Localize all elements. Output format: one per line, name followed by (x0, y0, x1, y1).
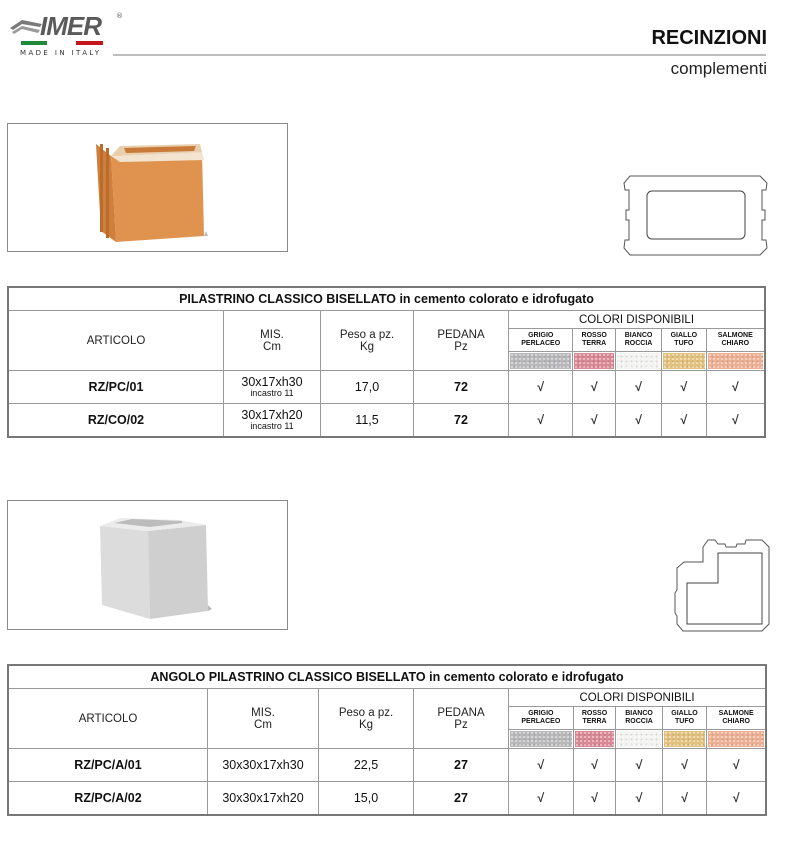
check-icon: √ (509, 749, 574, 782)
check-icon: √ (509, 371, 573, 404)
color-name-grigio: GRIGIO PERLACEO (509, 329, 573, 352)
color-swatch-fill (617, 353, 660, 369)
header-divider (113, 54, 766, 56)
swatch-rosso (573, 352, 615, 371)
table-title: PILASTRINO CLASSICO BISELLATO in cemento colorato e idrofugato (8, 287, 765, 311)
col-header-colori: COLORI DISPONIBILI (509, 311, 766, 329)
table-title: ANGOLO PILASTRINO CLASSICO BISELLATO in cemento colorato e idrofugato (8, 665, 766, 689)
table-row (8, 782, 766, 815)
check-icon: √ (662, 404, 706, 437)
mis-unit: Cm (254, 718, 272, 731)
col-header-peso (321, 311, 414, 371)
color-swatch-fill (510, 353, 571, 369)
color-swatch-fill (664, 731, 706, 747)
table-row (8, 404, 765, 437)
swatch-grigio (509, 352, 573, 371)
color-name-giallo: GIALLO TUFO (662, 329, 706, 352)
brand-wordmark: IMER (40, 11, 101, 41)
swatch-giallo (662, 730, 707, 749)
spec-table-angolo (7, 664, 767, 816)
registered-mark: ® (116, 12, 123, 20)
pedana-unit: Pz (454, 718, 468, 731)
color-swatch-fill (708, 731, 764, 747)
color-swatch-fill (510, 731, 572, 747)
color-name-bianco: BIANCO ROCCIA (615, 329, 661, 352)
color-swatch-fill (708, 353, 764, 369)
peso-cell: 11,5 (321, 404, 414, 437)
corner-pillar-section-drawing (673, 538, 771, 634)
col-header-mis (208, 689, 319, 749)
col-header-articolo: ARTICOLO (8, 689, 208, 749)
mis-unit: Cm (263, 340, 281, 353)
color-name-bianco: BIANCO ROCCIA (616, 707, 662, 730)
page-title: RECINZIONI (651, 27, 767, 49)
check-icon: √ (662, 782, 707, 815)
check-icon: √ (616, 782, 662, 815)
swatch-grigio (509, 730, 574, 749)
pedana-cell: 72 (414, 371, 509, 404)
pedana-label: PEDANA (437, 328, 485, 341)
pedana-cell: 72 (414, 404, 509, 437)
mis-cell: 30x17xh30 incastro 11 (224, 371, 321, 404)
color-swatch-fill (574, 353, 613, 369)
pedana-label: PEDANA (437, 706, 485, 719)
pedana-cell: 27 (414, 782, 509, 815)
color-name-salmone: SALMONE CHIARO (707, 707, 766, 730)
check-icon: √ (615, 404, 661, 437)
color-name-salmone: SALMONE CHIARO (706, 329, 765, 352)
col-header-pedana (414, 311, 509, 371)
col-header-colori: COLORI DISPONIBILI (509, 689, 767, 707)
check-icon: √ (706, 404, 765, 437)
peso-label: Peso a pz. (339, 328, 395, 341)
roof-icon (10, 18, 42, 34)
brand-tagline: MADE IN ITALY (20, 49, 102, 57)
col-header-pedana (414, 689, 509, 749)
check-icon: √ (573, 371, 615, 404)
swatch-rosso (573, 730, 616, 749)
check-icon: √ (573, 749, 616, 782)
check-icon: √ (573, 404, 615, 437)
color-swatch-fill (663, 353, 704, 369)
check-icon: √ (662, 371, 706, 404)
peso-unit: Kg (358, 718, 374, 731)
flag-bar-red (76, 41, 103, 45)
color-name-grigio: GRIGIO PERLACEO (509, 707, 574, 730)
col-header-articolo: ARTICOLO (8, 311, 224, 371)
check-icon: √ (707, 749, 766, 782)
peso-cell: 22,5 (319, 749, 414, 782)
table-row (8, 749, 766, 782)
color-name-rosso: ROSSO TERRA (573, 329, 615, 352)
product-photo-angolo (7, 500, 288, 630)
check-icon: √ (509, 782, 574, 815)
mis-label: MIS. (260, 328, 284, 341)
peso-unit: Kg (359, 340, 375, 353)
pillar-section-drawing (622, 175, 770, 257)
articolo-cell: RZ/CO/02 (8, 404, 224, 437)
check-icon: √ (616, 749, 662, 782)
mis-cell: 30x30x17xh30 (208, 749, 319, 782)
pedana-cell: 27 (414, 749, 509, 782)
table-row (8, 371, 765, 404)
grey-corner-pillar-image (8, 501, 287, 629)
mis-label: MIS. (251, 706, 275, 719)
col-header-peso (319, 689, 414, 749)
articolo-cell: RZ/PC/A/01 (8, 749, 208, 782)
articolo-cell: RZ/PC/A/02 (8, 782, 208, 815)
articolo-cell: RZ/PC/01 (8, 371, 224, 404)
check-icon: √ (707, 782, 766, 815)
check-icon: √ (509, 404, 573, 437)
color-swatch-fill (617, 731, 660, 747)
check-icon: √ (662, 749, 707, 782)
pedana-unit: Pz (454, 340, 468, 353)
peso-cell: 15,0 (319, 782, 414, 815)
spec-table-pilastrino (7, 286, 766, 438)
peso-cell: 17,0 (321, 371, 414, 404)
col-header-mis (224, 311, 321, 371)
page-subtitle: complementi (670, 59, 767, 78)
swatch-salmone (707, 730, 766, 749)
swatch-giallo (662, 352, 706, 371)
orange-pillar-image (8, 124, 287, 251)
mis-cell: 30x30x17xh20 (208, 782, 319, 815)
swatch-salmone (706, 352, 765, 371)
color-name-rosso: ROSSO TERRA (573, 707, 616, 730)
flag-bar-green (21, 41, 47, 45)
swatch-bianco (616, 730, 662, 749)
product-photo-pilastrino (7, 123, 288, 252)
mis-cell: 30x17xh20 incastro 11 (224, 404, 321, 437)
check-icon: √ (706, 371, 765, 404)
check-icon: √ (615, 371, 661, 404)
imer-logo (10, 11, 123, 60)
swatch-bianco (615, 352, 661, 371)
color-name-giallo: GIALLO TUFO (662, 707, 707, 730)
peso-label: Peso a pz. (338, 706, 394, 719)
color-swatch-fill (575, 731, 615, 747)
check-icon: √ (573, 782, 616, 815)
